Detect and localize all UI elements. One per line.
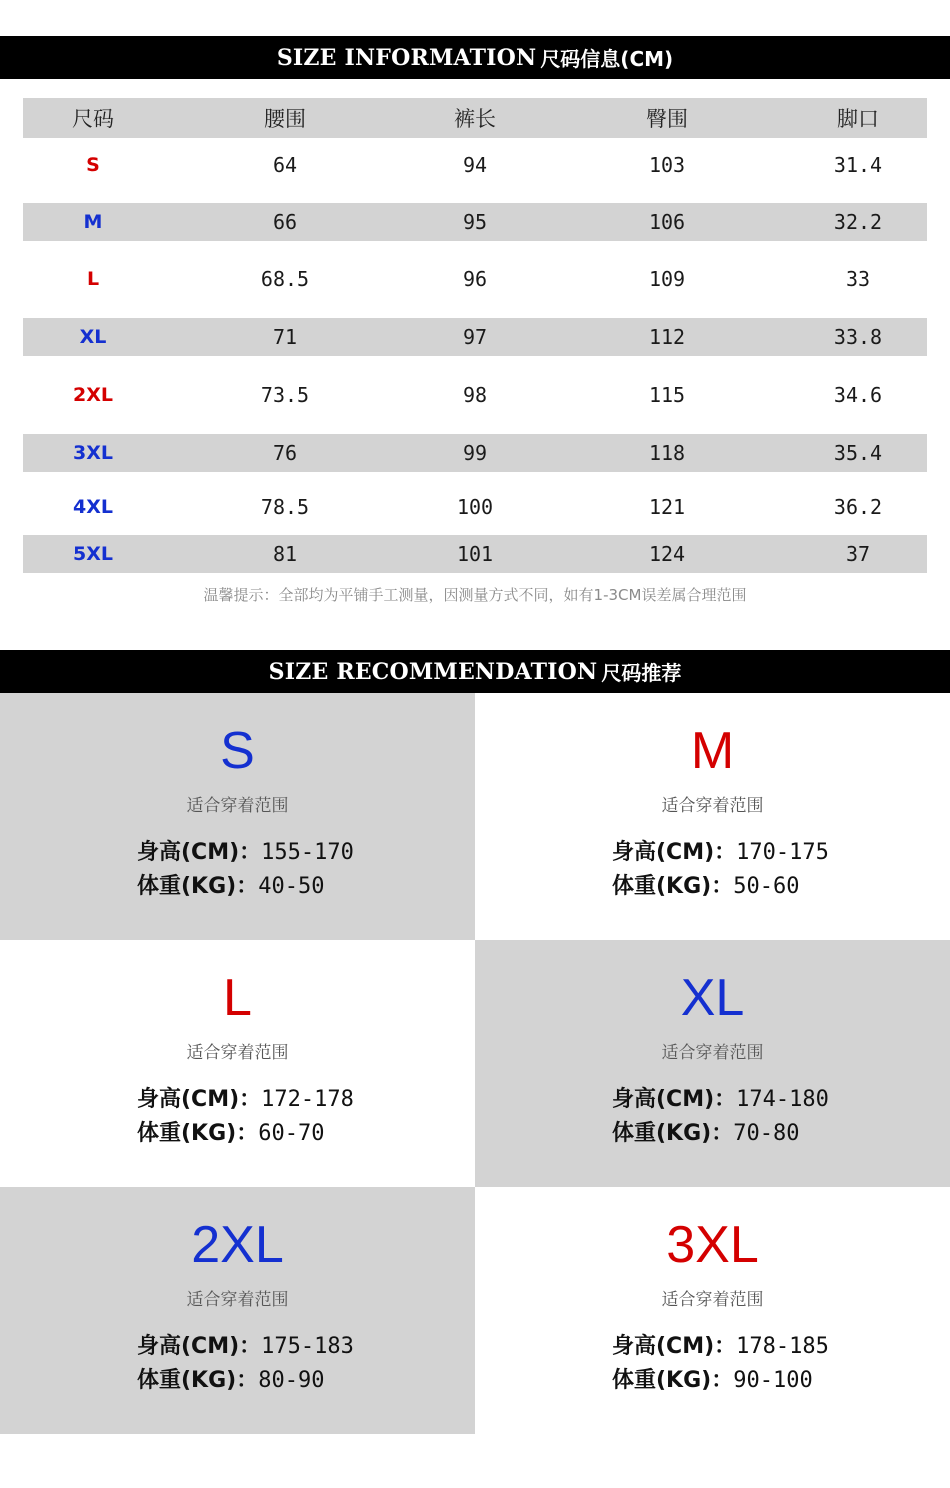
weight-value: 60-70 (258, 1121, 325, 1146)
weight-range (612, 1116, 799, 1147)
row-size-cell: S (86, 153, 100, 176)
recommendation-card-l (0, 940, 475, 1187)
height-range (612, 835, 829, 866)
row-size-cell: M (83, 211, 103, 233)
row-hip-cell: 109 (648, 267, 686, 291)
height-range (612, 1329, 829, 1360)
weight-range (612, 1363, 813, 1394)
row-hem-cell: 36.2 (833, 494, 883, 519)
row-hip-cell: 124 (648, 542, 686, 566)
row-size-cell: 5XL (73, 543, 113, 565)
recommendation-card-xl (475, 940, 950, 1187)
recommendation-card-s (0, 693, 475, 940)
recommended-size-label: 3XL (666, 1216, 759, 1274)
table-row (23, 260, 927, 298)
header-length: 裤长 (454, 107, 496, 131)
height-label: 身高(CM)： (612, 1087, 737, 1112)
row-hem-cell: 37 (845, 542, 871, 566)
row-hip-cell: 115 (648, 383, 686, 407)
fit-range-caption: 适合穿着范围 (186, 1043, 289, 1063)
recommended-size-label: M (690, 722, 735, 780)
header-size: 尺码 (72, 107, 114, 131)
row-hip-cell: 118 (648, 441, 686, 465)
banner-title-zh: 尺码信息(CM) (540, 47, 674, 71)
header-hem: 脚口 (837, 107, 879, 131)
height-label: 身高(CM)： (612, 840, 737, 865)
height-value: 174-180 (736, 1087, 829, 1112)
row-waist-cell: 73.5 (260, 383, 310, 407)
row-size-cell: L (86, 268, 100, 290)
weight-value: 50-60 (733, 874, 800, 899)
row-length-cell: 98 (462, 383, 488, 407)
weight-range (137, 1116, 324, 1147)
recommendation-card-3xl (475, 1187, 950, 1434)
weight-label: 体重(KG)： (137, 874, 259, 899)
size-recommendation-banner (0, 650, 950, 693)
recommended-size-label: XL (680, 969, 745, 1027)
row-size-cell: 4XL (73, 495, 113, 518)
recommended-size-label: L (223, 969, 252, 1027)
height-range (137, 1082, 354, 1113)
measurement-note: 温馨提示：全部均为平铺手工测量，因测量方式不同，如有1-3CM误差属合理范围 (203, 586, 747, 604)
fit-range-caption: 适合穿着范围 (661, 1290, 764, 1310)
height-value: 178-185 (736, 1334, 829, 1359)
table-row (23, 318, 927, 356)
row-waist-cell: 81 (272, 542, 298, 566)
table-row (23, 138, 927, 191)
recommendation-card-2xl (0, 1187, 475, 1434)
row-length-cell: 101 (456, 542, 494, 566)
height-label: 身高(CM)： (137, 840, 262, 865)
row-hem-cell: 33.8 (833, 325, 883, 349)
row-hip-cell: 103 (648, 152, 686, 177)
row-waist-cell: 76 (272, 441, 298, 465)
fit-range-caption: 适合穿着范围 (661, 796, 764, 816)
header-waist: 腰围 (264, 107, 306, 131)
row-hem-cell: 33 (845, 267, 871, 291)
weight-value: 40-50 (258, 874, 325, 899)
row-waist-cell: 68.5 (260, 267, 310, 291)
table-row (23, 203, 927, 241)
row-hem-cell: 31.4 (833, 152, 883, 177)
size-information-banner (0, 36, 950, 79)
row-hem-cell: 34.6 (833, 383, 883, 407)
height-value: 175-183 (261, 1334, 354, 1359)
recommendation-card-m (475, 693, 950, 940)
weight-label: 体重(KG)： (612, 874, 734, 899)
weight-label: 体重(KG)： (612, 1121, 734, 1146)
weight-label: 体重(KG)： (137, 1121, 259, 1146)
height-range (137, 1329, 354, 1360)
weight-range (137, 869, 324, 900)
recommended-size-label: 2XL (191, 1216, 284, 1274)
row-hip-cell: 121 (648, 494, 686, 519)
row-size-cell: 3XL (73, 442, 113, 464)
height-range (612, 1082, 829, 1113)
weight-label: 体重(KG)： (137, 1368, 259, 1393)
weight-value: 90-100 (733, 1368, 813, 1393)
height-value: 155-170 (261, 840, 354, 865)
fit-range-caption: 适合穿着范围 (661, 1043, 764, 1063)
row-length-cell: 99 (462, 441, 488, 465)
fit-range-caption: 适合穿着范围 (186, 1290, 289, 1310)
table-header-row (23, 98, 927, 138)
table-row (23, 434, 927, 472)
row-hem-cell: 35.4 (833, 441, 883, 465)
row-length-cell: 97 (462, 325, 488, 349)
row-waist-cell: 71 (272, 325, 298, 349)
row-hem-cell: 32.2 (833, 210, 883, 234)
row-waist-cell: 66 (272, 210, 298, 234)
row-size-cell: 2XL (73, 384, 113, 406)
table-row (23, 490, 927, 523)
height-range (137, 835, 354, 866)
row-waist-cell: 78.5 (260, 494, 310, 519)
banner-title-en: SIZE RECOMMENDATION (268, 658, 598, 685)
table-row (23, 376, 927, 414)
row-hip-cell: 112 (648, 325, 686, 349)
fit-range-caption: 适合穿着范围 (186, 796, 289, 816)
weight-range (137, 1363, 324, 1394)
banner-title-en: SIZE INFORMATION (276, 44, 537, 71)
weight-range (612, 869, 799, 900)
header-hip: 臀围 (646, 107, 688, 131)
row-length-cell: 100 (456, 494, 494, 519)
banner-title-zh: 尺码推荐 (601, 661, 682, 685)
weight-label: 体重(KG)： (612, 1368, 734, 1393)
row-length-cell: 94 (462, 152, 488, 177)
row-length-cell: 96 (462, 267, 488, 291)
row-length-cell: 95 (462, 210, 488, 234)
row-size-cell: XL (79, 326, 107, 348)
height-value: 172-178 (261, 1087, 354, 1112)
height-label: 身高(CM)： (612, 1334, 737, 1359)
row-waist-cell: 64 (272, 152, 298, 177)
height-label: 身高(CM)： (137, 1087, 262, 1112)
row-hip-cell: 106 (648, 210, 686, 234)
weight-value: 70-80 (733, 1121, 800, 1146)
weight-value: 80-90 (258, 1368, 325, 1393)
height-value: 170-175 (736, 840, 829, 865)
recommended-size-label: S (220, 722, 255, 780)
height-label: 身高(CM)： (137, 1334, 262, 1359)
table-row (23, 535, 927, 573)
